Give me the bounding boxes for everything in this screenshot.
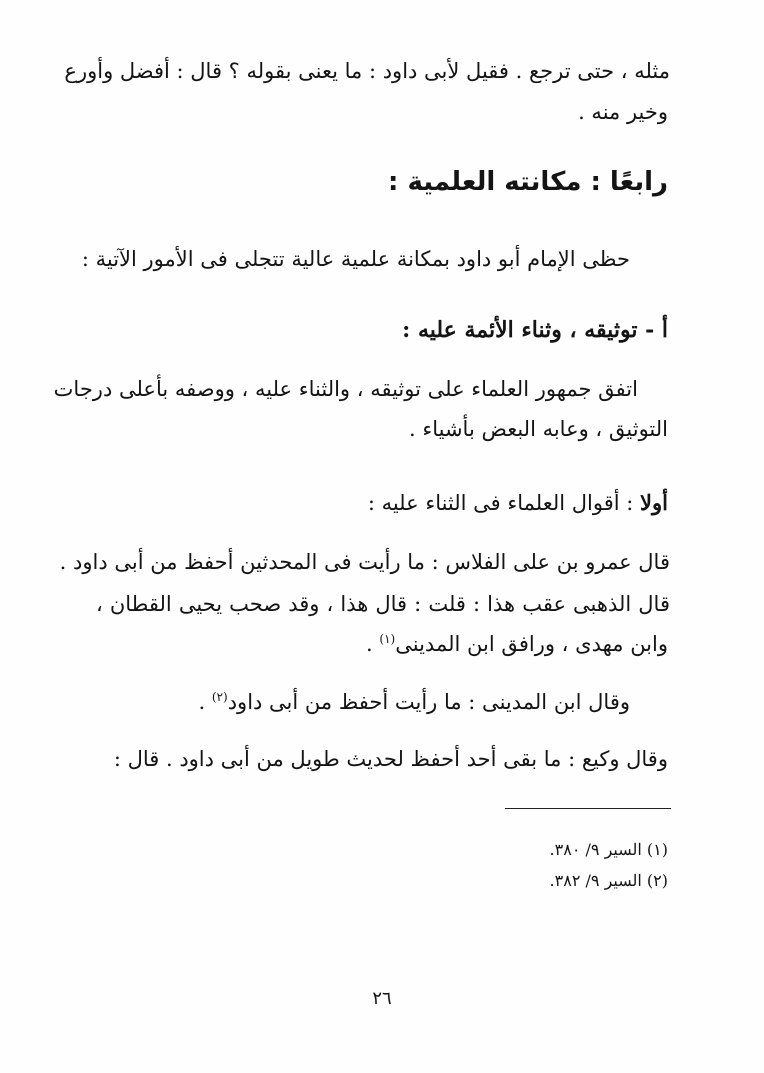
quote-text: وابن مهدى ، ورافق ابن المدينى [395, 632, 668, 656]
footnote-ref: (٢) [211, 690, 228, 704]
section-heading: رابعًا : مكانته العلمية : [388, 167, 668, 197]
footnote-ref: (١) [379, 632, 396, 646]
quote-end: . [366, 632, 380, 656]
footnote: (٢) السير ٩/ ٣٨٢. [549, 871, 668, 890]
body-line: وخير منه . [578, 100, 668, 124]
body-line: التوثيق ، وعابه البعض بأشياء . [409, 417, 668, 441]
footnote-divider [505, 808, 671, 809]
body-line [199, 686, 630, 718]
body-line: قال الذهبى عقب هذا : قلت : قال هذا ، وقد صحب يحيى القطان ، [96, 592, 670, 616]
quote-text: وقال ابن المدينى : ما رأيت أحفظ من أبى داود [227, 690, 630, 714]
body-line: وقال وكيع : ما بقى أحد أحفظ لحديث طويل من أبى داود . قال : [113, 747, 668, 771]
first-label: أولا [640, 490, 668, 515]
body-line: اتفق جمهور العلماء على توثيقه ، والثناء عليه ، ووصفه بأعلى درجات [53, 377, 638, 401]
page-number: ٢٦ [372, 988, 392, 1009]
subsection-heading: أ - توثيقه ، وثناء الأئمة عليه : [402, 317, 668, 343]
body-line: حظى الإمام أبو داود بمكانة علمية عالية تتجلى فى الأمور الآتية : [81, 247, 630, 271]
body-line [368, 487, 668, 519]
body-line: مثله ، حتى ترجع . فقيل لأبى داود : ما يعنى بقوله ؟ قال : أفضل وأورع [64, 59, 670, 83]
body-line: قال عمرو بن على الفلاس : ما رأيت فى المحدثين أحفظ من أبى داود . [59, 550, 670, 574]
quote-end: . [198, 690, 212, 714]
footnote: (١) السير ٩/ ٣٨٠. [549, 840, 668, 859]
first-rest: : أقوال العلماء فى الثناء عليه : [367, 491, 641, 515]
body-line [366, 628, 668, 660]
